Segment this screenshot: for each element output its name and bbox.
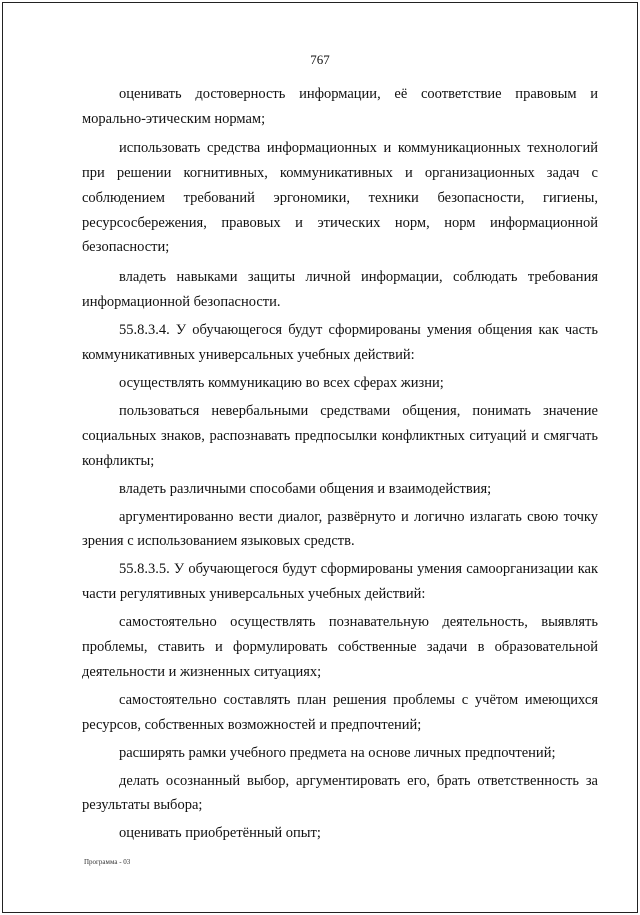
paragraph: расширять рамки учебного предмета на основе личных предпочтений; bbox=[119, 744, 556, 761]
paragraph: аргументированно вести диалог, развёрнуто и логично излагать свою точку зрения с использованием языковых средств. bbox=[82, 508, 598, 550]
paragraph: владеть различными способами общения и взаимодействия; bbox=[119, 480, 492, 497]
paragraph: осуществлять коммуникацию во всех сферах жизни; bbox=[119, 374, 444, 391]
paragraph: самостоятельно осуществлять познавательную деятельность, выявлять проблемы, ставить и формулировать собственные задачи в образовательной деятельности и жизненных ситуациях; bbox=[82, 614, 598, 680]
paragraph: использовать средства информационных и коммуникационных технологий при решении когнитивных, коммуникативных и организационных задач с соблюдением требований эргономики, техники безопасности, гигиены, ресурсосбережения, правовых и этических норм, норм информационной безопасности; bbox=[82, 139, 598, 256]
paragraph: делать осознанный выбор, аргументировать его, брать ответственность за результаты выбора; bbox=[82, 772, 598, 814]
document-body bbox=[82, 82, 598, 846]
paragraph: оценивать приобретённый опыт; bbox=[119, 825, 321, 842]
paragraph: пользоваться невербальными средствами общения, понимать значение социальных знаков, распознавать предпосылки конфликтных ситуаций и смягчать конфликты; bbox=[82, 402, 598, 469]
paragraph: самостоятельно составлять план решения проблемы с учётом имеющихся ресурсов, собственных возможностей и предпочтений; bbox=[82, 691, 598, 733]
paragraph: 55.8.3.5. У обучающегося будут сформированы умения самоорганизации как части регулятивных универсальных учебных действий: bbox=[82, 561, 598, 603]
paragraph: оценивать достоверность информации, её соответствие правовым и морально-этическим нормам; bbox=[82, 86, 598, 127]
page-number: 767 bbox=[310, 52, 330, 67]
footer-note: Программа - 03 bbox=[84, 858, 131, 866]
paragraph: владеть навыками защиты личной информации, соблюдать требования информационной безопасности. bbox=[82, 269, 598, 311]
paragraph: 55.8.3.4. У обучающегося будут сформированы умения общения как часть коммуникативных универсальных учебных действий: bbox=[82, 322, 598, 364]
